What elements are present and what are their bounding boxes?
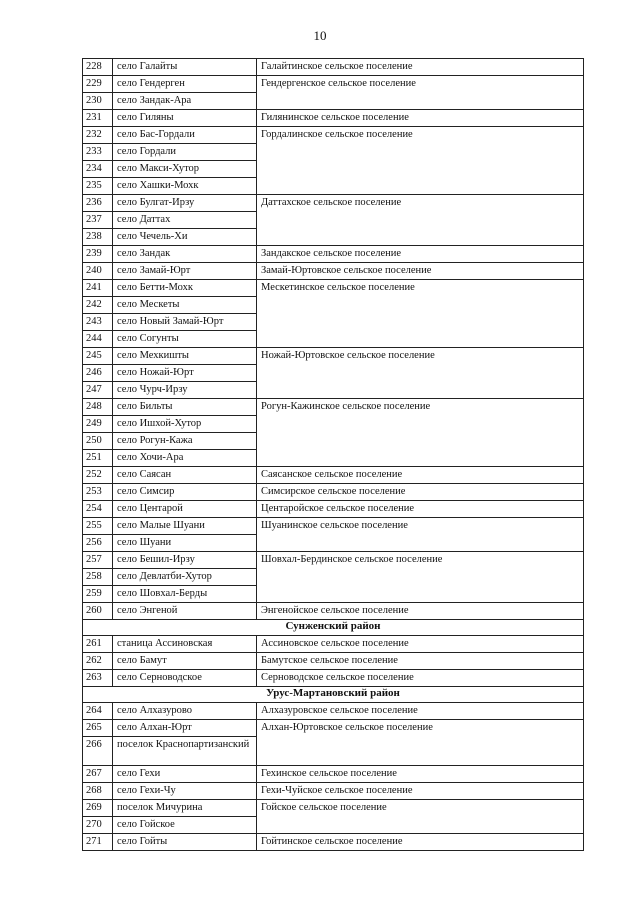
settlement-name: Гордалинское сельское поселение (257, 127, 584, 195)
locality-name: село Центарой (113, 501, 257, 518)
locality-name: село Бамут (113, 653, 257, 670)
locality-name: село Алхазурово (113, 703, 257, 720)
table-row (83, 246, 584, 263)
row-number: 230 (83, 93, 113, 110)
row-number: 238 (83, 229, 113, 246)
table-row (83, 76, 584, 93)
district-heading: Урус-Мартановский район (83, 687, 584, 703)
row-number: 258 (83, 569, 113, 586)
table-row (83, 348, 584, 365)
row-number: 265 (83, 720, 113, 737)
settlement-name: Гойтинское сельское поселение (257, 834, 584, 851)
locality-name: село Гендерген (113, 76, 257, 93)
row-number: 228 (83, 59, 113, 76)
locality-name: село Даттах (113, 212, 257, 229)
locality-name: село Булгат-Ирзу (113, 195, 257, 212)
settlements-table (82, 58, 584, 851)
row-number: 257 (83, 552, 113, 569)
locality-name: село Чурч-Ирзу (113, 382, 257, 399)
locality-name: село Бильты (113, 399, 257, 416)
settlement-name: Мескетинское сельское поселение (257, 280, 584, 348)
table-row (83, 280, 584, 297)
table-row (83, 703, 584, 720)
row-number: 236 (83, 195, 113, 212)
row-number: 244 (83, 331, 113, 348)
table-row (83, 127, 584, 144)
settlement-name: Шовхал-Бердинское сельское поселение (257, 552, 584, 603)
settlement-name: Гехи-Чуйское сельское поселение (257, 783, 584, 800)
settlement-name: Центаройское сельское поселение (257, 501, 584, 518)
row-number: 235 (83, 178, 113, 195)
settlement-name: Энгенойское сельское поселение (257, 603, 584, 620)
row-number: 245 (83, 348, 113, 365)
table-row (83, 766, 584, 783)
settlement-name: Шуанинское сельское поселение (257, 518, 584, 552)
row-number: 234 (83, 161, 113, 178)
settlement-name: Гендергенское сельское поселение (257, 76, 584, 110)
locality-name: станица Ассиновская (113, 636, 257, 653)
locality-name: село Мехкишты (113, 348, 257, 365)
locality-name: село Рогун-Кажа (113, 433, 257, 450)
row-number: 231 (83, 110, 113, 127)
row-number: 254 (83, 501, 113, 518)
table-row (83, 110, 584, 127)
settlement-name: Даттахское сельское поселение (257, 195, 584, 246)
row-number: 253 (83, 484, 113, 501)
row-number: 263 (83, 670, 113, 687)
table-row (83, 195, 584, 212)
row-number: 241 (83, 280, 113, 297)
table-row (83, 552, 584, 569)
district-row (83, 687, 584, 703)
locality-name: село Алхан-Юрт (113, 720, 257, 737)
locality-name: село Согунты (113, 331, 257, 348)
locality-name: село Шуани (113, 535, 257, 552)
locality-name: село Симсир (113, 484, 257, 501)
table-row (83, 399, 584, 416)
district-row (83, 620, 584, 636)
row-number: 269 (83, 800, 113, 817)
row-number: 248 (83, 399, 113, 416)
table-row (83, 263, 584, 280)
settlement-name: Зандакское сельское поселение (257, 246, 584, 263)
table-row (83, 834, 584, 851)
settlement-name: Саясанское сельское поселение (257, 467, 584, 484)
table-row (83, 720, 584, 737)
settlement-name: Галайтинское сельское поселение (257, 59, 584, 76)
table-row (83, 518, 584, 535)
locality-name: село Гехи (113, 766, 257, 783)
table-row (83, 603, 584, 620)
locality-name: село Гойты (113, 834, 257, 851)
locality-name: село Бетти-Мохк (113, 280, 257, 297)
locality-name: село Саясан (113, 467, 257, 484)
settlement-name: Алхазуровское сельское поселение (257, 703, 584, 720)
settlement-name: Алхан-Юртовское сельское поселение (257, 720, 584, 766)
row-number: 249 (83, 416, 113, 433)
locality-name: село Зандак-Ара (113, 93, 257, 110)
table-row (83, 800, 584, 817)
locality-name: село Хочи-Ара (113, 450, 257, 467)
locality-name: село Ишхой-Хутор (113, 416, 257, 433)
table-row (83, 636, 584, 653)
row-number: 247 (83, 382, 113, 399)
row-number: 267 (83, 766, 113, 783)
settlement-name: Ассиновское сельское поселение (257, 636, 584, 653)
table-row (83, 467, 584, 484)
row-number: 266 (83, 737, 113, 766)
row-number: 256 (83, 535, 113, 552)
locality-name: село Бешил-Ирзу (113, 552, 257, 569)
settlement-name: Гехинское сельское поселение (257, 766, 584, 783)
table-row (83, 653, 584, 670)
row-number: 252 (83, 467, 113, 484)
row-number: 259 (83, 586, 113, 603)
settlement-name: Ножай-Юртовское сельское поселение (257, 348, 584, 399)
row-number: 246 (83, 365, 113, 382)
page-number: 10 (313, 28, 327, 43)
settlement-name: Замай-Юртовское сельское поселение (257, 263, 584, 280)
locality-name: село Чечель-Хи (113, 229, 257, 246)
row-number: 242 (83, 297, 113, 314)
district-heading: Сунженский район (83, 620, 584, 636)
locality-name: село Ножай-Юрт (113, 365, 257, 382)
locality-name: село Галайты (113, 59, 257, 76)
locality-name: село Хашки-Мохк (113, 178, 257, 195)
locality-name: село Мескеты (113, 297, 257, 314)
locality-name: село Энгеной (113, 603, 257, 620)
locality-name: село Малые Шуани (113, 518, 257, 535)
locality-name: село Замай-Юрт (113, 263, 257, 280)
row-number: 255 (83, 518, 113, 535)
row-number: 232 (83, 127, 113, 144)
table-row (83, 783, 584, 800)
row-number: 233 (83, 144, 113, 161)
row-number: 271 (83, 834, 113, 851)
row-number: 243 (83, 314, 113, 331)
locality-name: поселок Краснопартизанский (113, 737, 257, 766)
row-number: 268 (83, 783, 113, 800)
table-row (83, 670, 584, 687)
locality-name: село Гиляны (113, 110, 257, 127)
locality-name: село Зандак (113, 246, 257, 263)
row-number: 229 (83, 76, 113, 93)
row-number: 261 (83, 636, 113, 653)
row-number: 239 (83, 246, 113, 263)
settlement-name: Рогун-Кажинское сельское поселение (257, 399, 584, 467)
locality-name: село Шовхал-Берды (113, 586, 257, 603)
locality-name: село Серноводское (113, 670, 257, 687)
row-number: 262 (83, 653, 113, 670)
table-row (83, 484, 584, 501)
row-number: 237 (83, 212, 113, 229)
locality-name: село Гехи-Чу (113, 783, 257, 800)
locality-name: село Новый Замай-Юрт (113, 314, 257, 331)
locality-name: село Девлатби-Хутор (113, 569, 257, 586)
settlement-name: Бамутское сельское поселение (257, 653, 584, 670)
table-row (83, 501, 584, 518)
locality-name: село Макси-Хутор (113, 161, 257, 178)
row-number: 260 (83, 603, 113, 620)
settlement-name: Гойское сельское поселение (257, 800, 584, 834)
settlement-name: Серноводское сельское поселение (257, 670, 584, 687)
locality-name: село Гордали (113, 144, 257, 161)
locality-name: поселок Мичурина (113, 800, 257, 817)
table-row (83, 59, 584, 76)
locality-name: село Гойское (113, 817, 257, 834)
settlement-name: Симсирское сельское поселение (257, 484, 584, 501)
locality-name: село Бас-Гордали (113, 127, 257, 144)
row-number: 250 (83, 433, 113, 450)
row-number: 240 (83, 263, 113, 280)
row-number: 264 (83, 703, 113, 720)
row-number: 251 (83, 450, 113, 467)
row-number: 270 (83, 817, 113, 834)
settlement-name: Гилянинское сельское поселение (257, 110, 584, 127)
